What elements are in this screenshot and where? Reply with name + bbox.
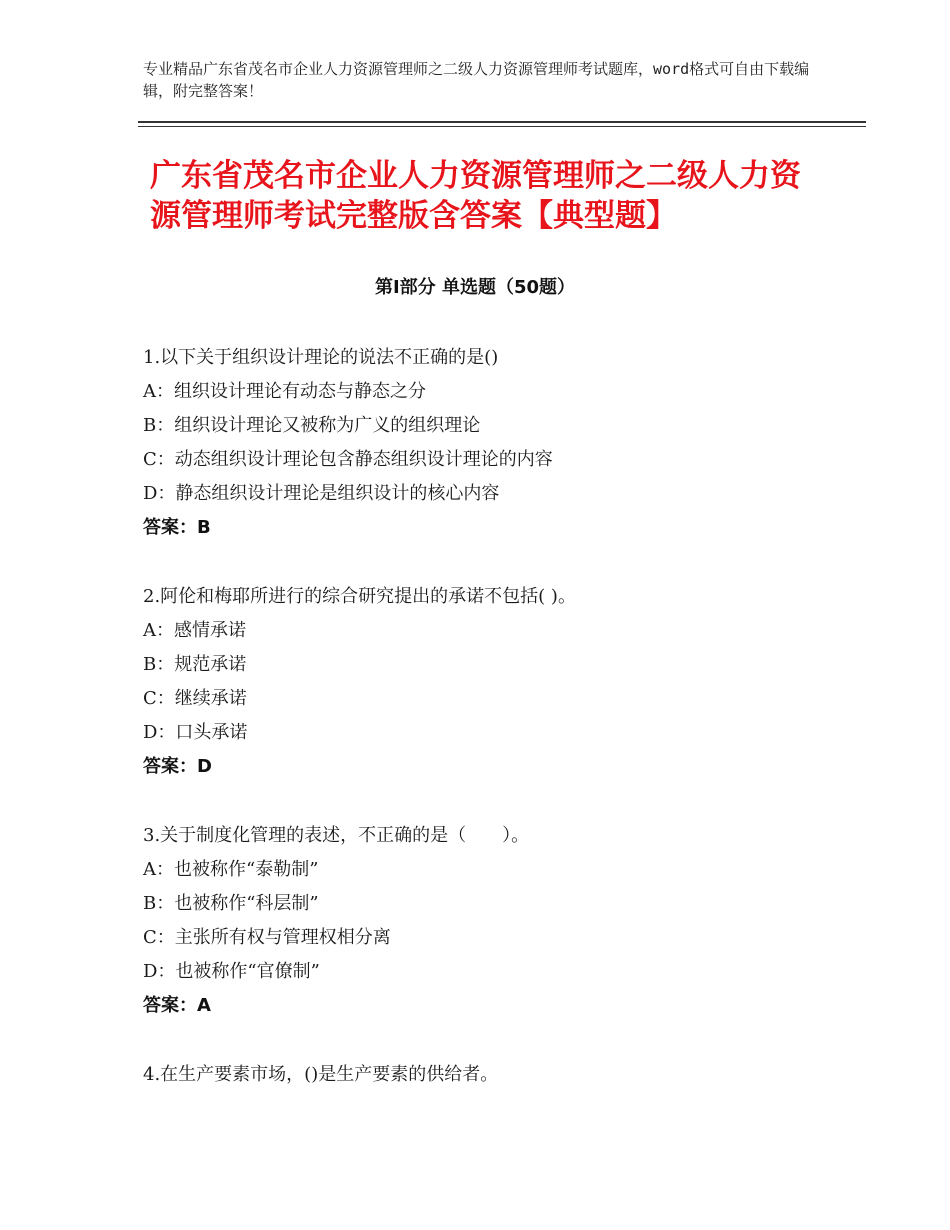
answer: 答案：D xyxy=(143,756,212,777)
question-item xyxy=(143,580,843,784)
header-divider-thick xyxy=(138,121,866,123)
option-b: B：也被称作“科层制” xyxy=(143,893,319,914)
header-note: 专业精品广东省茂名市企业人力资源管理师之二级人力资源管理师考试题库，word格式可自由下载编辑，附完整答案！ xyxy=(143,60,810,100)
option-d: D：口头承诺 xyxy=(143,722,248,743)
question-stem: 3.关于制度化管理的表述，不正确的是（ ）。 xyxy=(143,825,530,846)
option-b: B：规范承诺 xyxy=(143,654,247,675)
question-stem: 1.以下关于组织设计理论的说法不正确的是() xyxy=(143,347,499,368)
question-stem: 4.在生产要素市场，()是生产要素的供给者。 xyxy=(143,1064,499,1085)
question-item xyxy=(143,1058,843,1092)
header-divider-thin xyxy=(138,126,866,127)
answer: 答案：B xyxy=(143,517,211,538)
option-c: C：继续承诺 xyxy=(143,688,247,709)
document-title: 广东省茂名市企业人力资源管理师之二级人力资源管理师考试完整版含答案【典型题】 xyxy=(150,158,801,234)
option-a: A：也被称作“泰勒制” xyxy=(143,859,319,880)
option-d: D：静态组织设计理论是组织设计的核心内容 xyxy=(143,483,500,504)
option-c: C：动态组织设计理论包含静态组织设计理论的内容 xyxy=(143,449,553,470)
question-item xyxy=(143,341,843,545)
option-a: A：组织设计理论有动态与静态之分 xyxy=(143,381,426,402)
option-b: B：组织设计理论又被称为广义的组织理论 xyxy=(143,415,481,436)
section-title: 第Ⅰ部分 单选题（50题） xyxy=(374,277,575,298)
question-stem: 2.阿伦和梅耶所进行的综合研究提出的承诺不包括( )。 xyxy=(143,586,576,607)
option-d: D：也被称作“官僚制” xyxy=(143,961,320,982)
answer: 答案：A xyxy=(143,995,211,1016)
option-c: C：主张所有权与管理权相分离 xyxy=(143,927,391,948)
question-item xyxy=(143,819,843,1023)
option-a: A：感情承诺 xyxy=(143,620,246,641)
